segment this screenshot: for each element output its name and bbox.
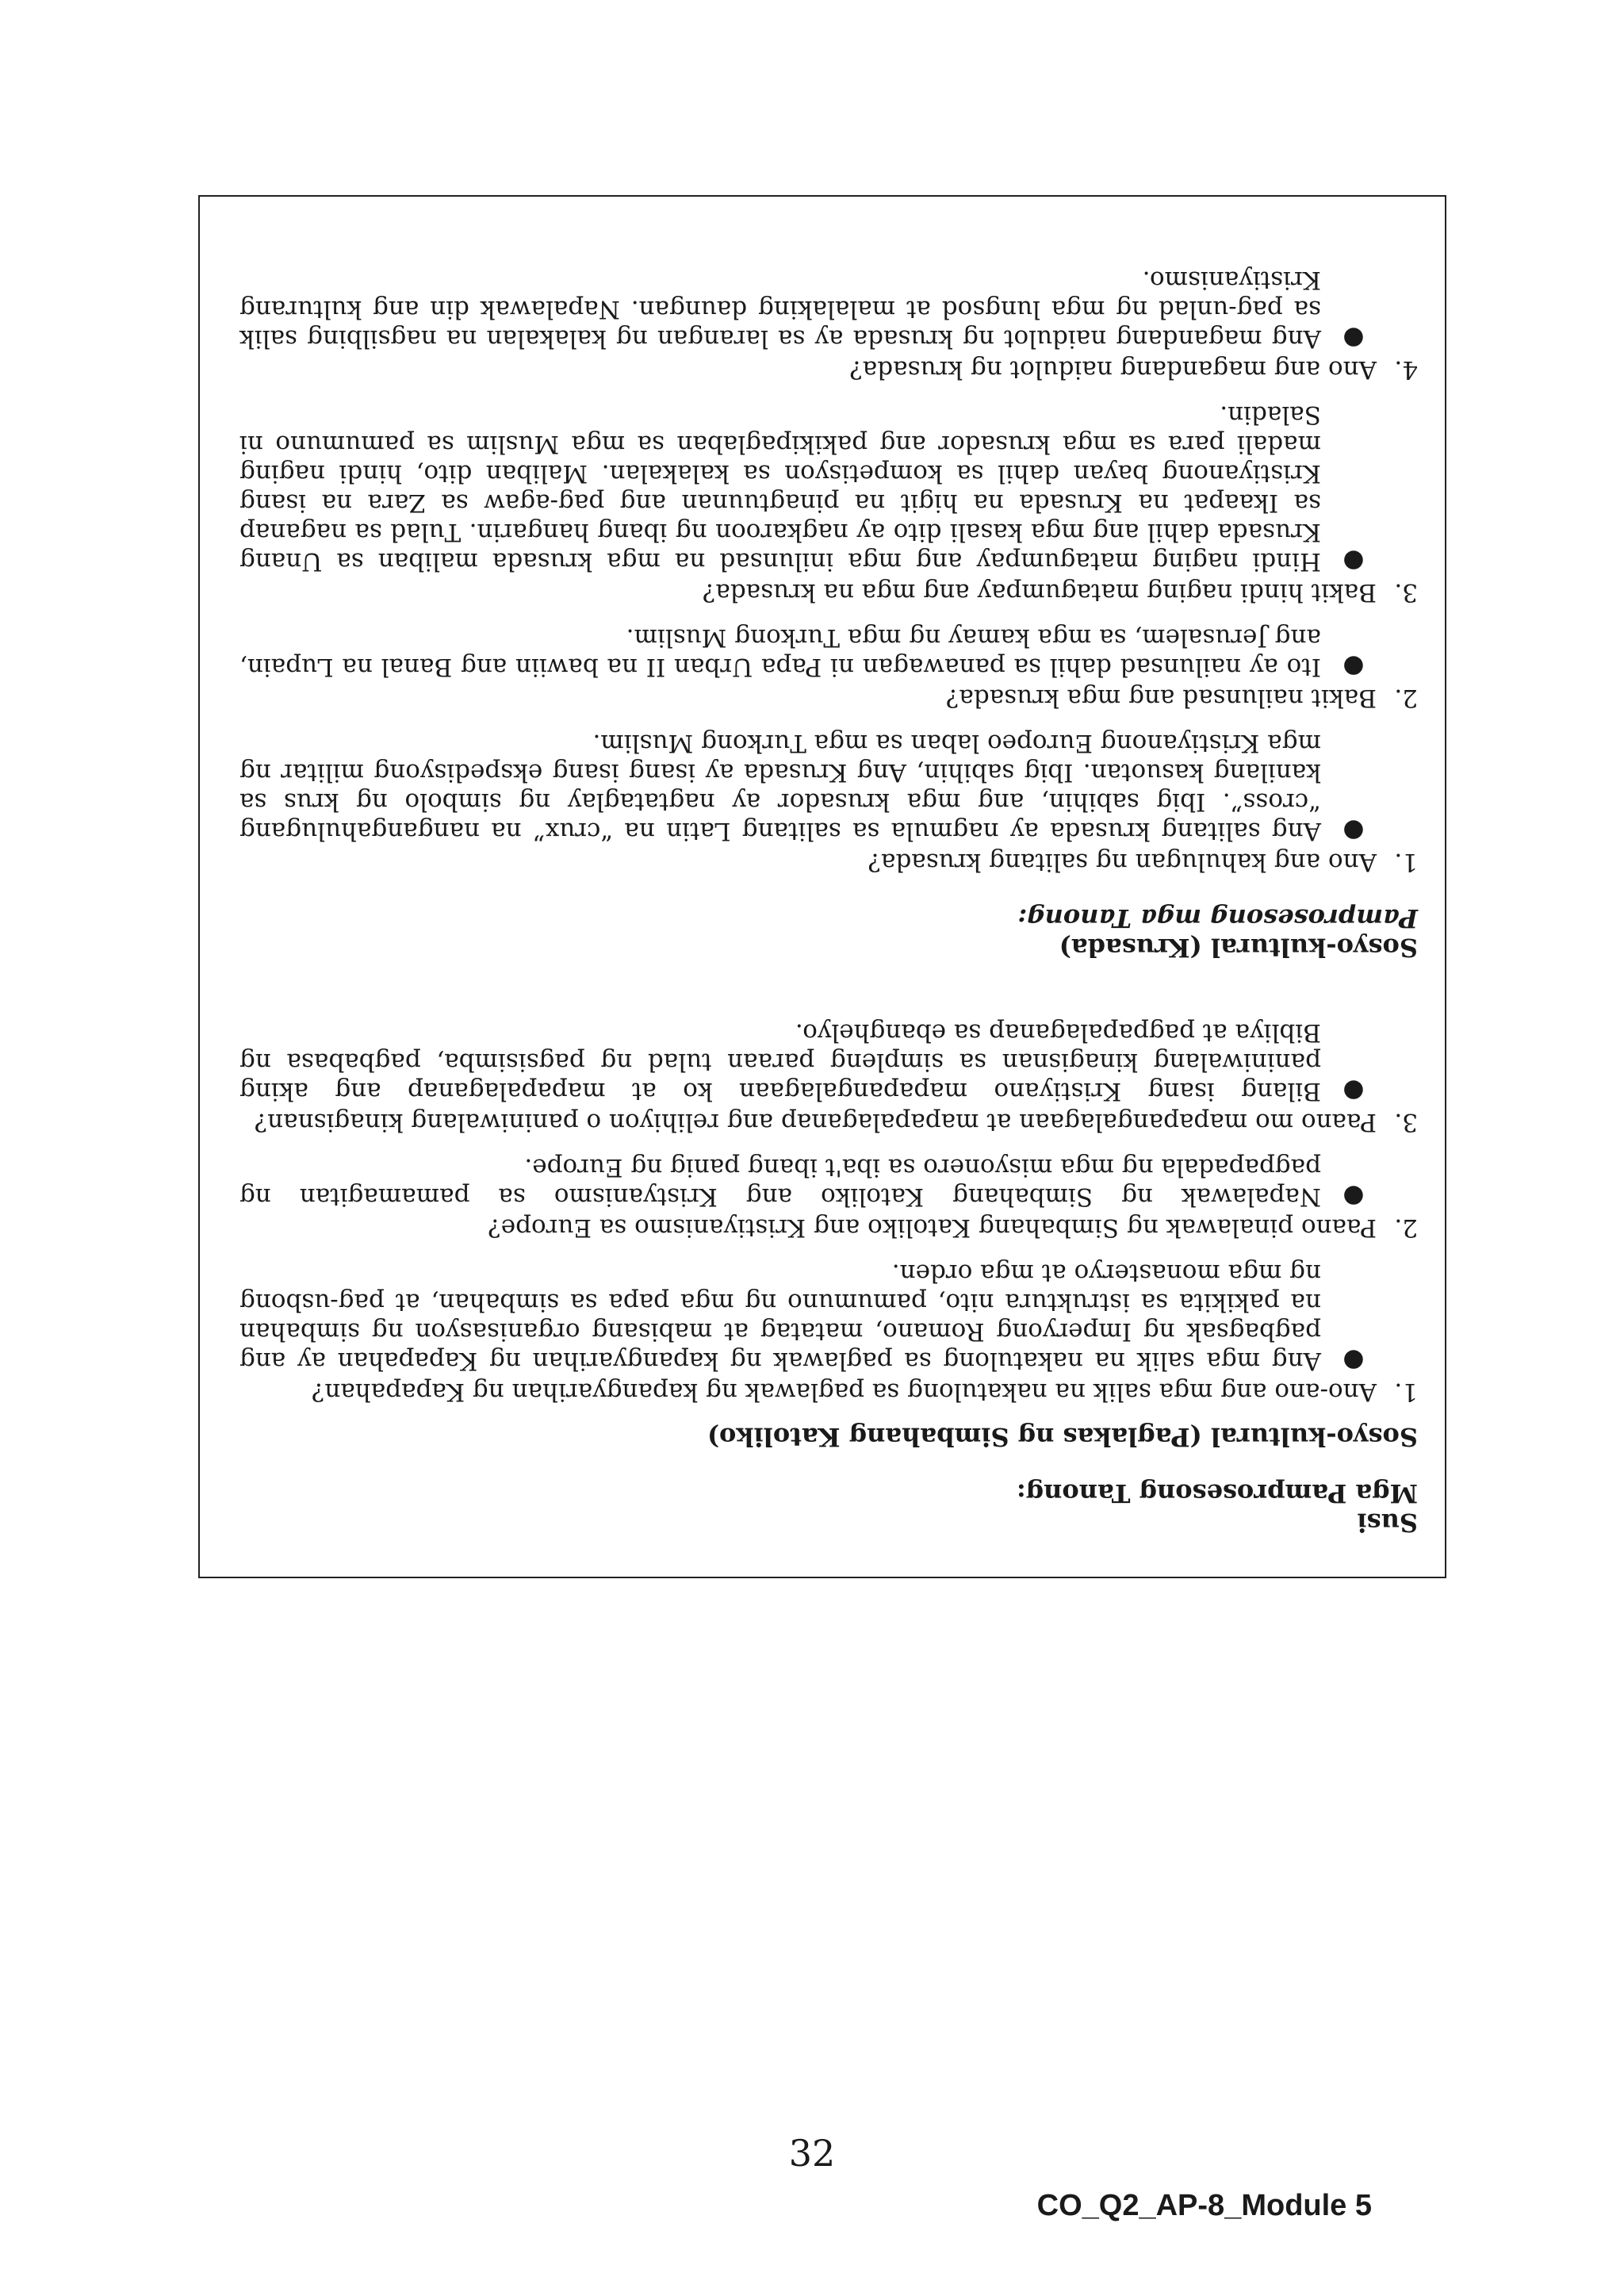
bullet-icon: ● <box>1342 1347 1365 1375</box>
question-number: 2. <box>1394 1213 1418 1242</box>
answer-text: Bilang isang Kristiyano mapapangalagaan ko at mapapalaganap ang aking paniniwalang kinagisnan sa simpleng paraan tulad ng pagsisimba, pagbabasa ng Bibliya at pagpapalaganap sa ebanghelyo. <box>239 1018 1321 1106</box>
bullet-icon: ● <box>1342 817 1365 845</box>
answer-text: Ito ay nailunsad dahil sa panawagan ni Papa Urban II na bawiin ang Banal na Lupain, ang Jerusalem, sa mga kamay ng mga Turkong Muslim. <box>239 623 1321 681</box>
bullet-icon: ● <box>1342 324 1365 353</box>
section-heading: Sosyo-kultural (Krusada) <box>1059 933 1418 963</box>
answer-text: Napalawak ng Simbahang Katoliko ang Kristyanismo sa pamamagitan ng pagpapadala ng mga misyonero sa iba't ibang panig ng Europe. <box>239 1153 1321 1211</box>
answer-text: Ang salitang krusada ay nagmula sa salitang Latin na “crux” na nangangahulugang “cross”. Ibig sabihin, ang mga krusador ay nagtataglay ng simbolo ng krus sa kanilang kasuotan. Ibig sabihin, Ang Krusada ay isang isang ekspedisyong militar ng mga Kristiyanong Europeo laban sa mga Turkong Muslim. <box>239 729 1321 845</box>
answer-item <box>239 728 1377 845</box>
answer-key-title: Susi <box>1357 1508 1418 1538</box>
question-text: Bakit nailunsad ang mga krusada? <box>945 684 1377 712</box>
answer-item <box>239 265 1377 353</box>
answer-item <box>239 1152 1377 1211</box>
question-item <box>239 265 1418 384</box>
question-item <box>239 623 1418 712</box>
answer-item <box>239 400 1377 576</box>
section-krusada <box>239 265 1418 962</box>
question-text: Paano mo mapapangalagaan at mapapalaganap ang relihiyon o paniniwalang kinagisnan? <box>254 1108 1377 1137</box>
answer-text: Ang mga salik na nakatulong sa paglawak ng kapangyarihan ng Kapapahan ay ang pagbagsak ng Imperyong Romano, matatag at mabisang organisasyon ng simbahan na pakikita sa istruktura nito, pamumuno ng mga papa sa simbahan, at pag-usbong ng mga monasteryo at mga orden. <box>239 1259 1321 1375</box>
section-subheading: Pamprosesong mga Tanong: <box>1017 903 1418 933</box>
bullet-icon: ● <box>1342 547 1365 576</box>
bullet-icon: ● <box>1342 653 1365 681</box>
section-simbahang-katoliko <box>239 1018 1418 1451</box>
bullet-icon: ● <box>1342 1182 1365 1211</box>
question-number: 2. <box>1394 684 1418 712</box>
question-item <box>239 728 1418 876</box>
question-item <box>239 1018 1418 1137</box>
answer-key-subtitle: Mga Pamprosesong Tanong: <box>1016 1478 1418 1508</box>
question-number: 1. <box>1394 848 1418 876</box>
question-text: Bakit hindi naging matagumpay ang mga na krusada? <box>702 578 1377 607</box>
answer-text: Hindi naging matagumpay ang mga inilunsad na mga krusada maliban sa Unang Krusada dahil ang mga kasali dito ay nagkaroon ng ibang hangarin. Tulad sa naganap sa Ikaapat na Krusada na higit na pinagtuunan ang pag-agaw sa Zara na isang Kristiyanong bayan dahil sa kompetisyon sa kalakalan. Maliban dito, hindi naging madali para sa mga krusador ang pakikipaglaban sa mga Muslim sa pamumuno ni Saladin. <box>239 401 1321 576</box>
question-text: Ano ang magandang naidulot ng krusada? <box>849 355 1377 384</box>
section-heading: Sosyo-kultural (Paglakas ng Simbahang Katoliko) <box>707 1422 1418 1452</box>
answer-item <box>239 1258 1377 1375</box>
answer-item <box>239 1018 1377 1106</box>
question-item <box>239 1258 1418 1406</box>
answer-text: Ang magandang naidulot ng krusada ay sa larangan ng kalakalan na nagsilbing salik sa pag-unlad ng mga lungsod at malalaking daungan. Napalawak din ang kulturang Kristiyanismo. <box>239 266 1321 353</box>
module-code: CO_Q2_AP-8_Module 5 <box>1036 2189 1372 2222</box>
bullet-icon: ● <box>1342 1077 1365 1106</box>
question-item <box>239 400 1418 607</box>
question-text: Paano pinalawak ng Simbahang Katoliko ang Kristiyanismo sa Europe? <box>488 1213 1377 1242</box>
question-text: Ano-ano ang mga salik na nakatulong sa paglawak ng kapangyarihan ng Kapapahan? <box>311 1378 1377 1406</box>
answer-item <box>239 623 1377 681</box>
question-text: Ano ang kahulugan ng salitang krusada? <box>868 848 1377 876</box>
question-number: 4. <box>1394 355 1418 384</box>
upside-down-content <box>200 197 1445 1577</box>
question-item <box>239 1152 1418 1242</box>
question-number: 3. <box>1394 1108 1418 1137</box>
question-number: 3. <box>1394 578 1418 607</box>
question-number: 1. <box>1394 1378 1418 1406</box>
answer-key-box <box>198 195 1446 1578</box>
page-number: 32 <box>788 2132 836 2175</box>
